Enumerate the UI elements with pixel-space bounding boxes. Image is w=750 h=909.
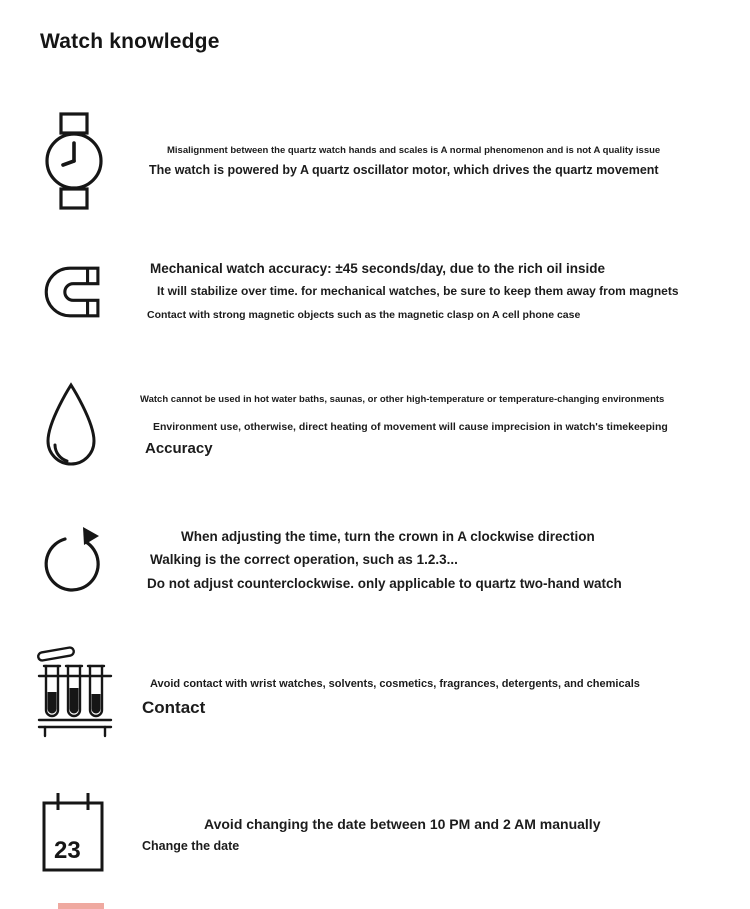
section-date-heading: Change the date: [142, 839, 240, 853]
page-title: Watch knowledge: [40, 30, 220, 53]
section-temperature-line-1: Watch cannot be used in hot water baths, saunas, or other high-temperature or temperature-changing environments: [140, 394, 665, 405]
calendar-day: 23: [54, 837, 81, 864]
section-chemicals-heading: Contact: [142, 698, 206, 717]
section-crown-line-3: Do not adjust counterclockwise. only applicable to quartz two-hand watch: [147, 576, 622, 591]
section-magnet-line-3: Contact with strong magnetic objects such as the magnetic clasp on A cell phone case: [147, 309, 581, 321]
section-crown-line-1: When adjusting the time, turn the crown in A clockwise direction: [181, 529, 595, 544]
section-temperature-heading: Accuracy: [145, 440, 213, 457]
clockwise-arrow-icon: [44, 520, 108, 598]
magnet-icon: [39, 261, 101, 323]
section-watch-line-2: The watch is powered by A quartz oscillator motor, which drives the quartz movement: [149, 163, 659, 177]
cropped-bottom-strip: [58, 903, 104, 909]
section-date-line-1: Avoid changing the date between 10 PM and 2 AM manually: [204, 816, 601, 832]
section-chemicals-line-1: Avoid contact with wrist watches, solvents, cosmetics, fragrances, detergents, and chemicals: [150, 678, 640, 690]
watch-icon: [45, 112, 105, 210]
calendar-icon: [41, 790, 105, 874]
water-drop-icon: [40, 381, 102, 475]
section-temperature-line-2: Environment use, otherwise, direct heating of movement will cause imprecision in watch's timekeeping: [153, 421, 668, 433]
section-magnet-line-1: Mechanical watch accuracy: ±45 seconds/day, due to the rich oil inside: [150, 261, 606, 276]
section-watch-line-1: Misalignment between the quartz watch hands and scales is A normal phenomenon and is not A quality issue: [167, 145, 661, 156]
section-magnet-line-2: It will stabilize over time. for mechanical watches, be sure to keep them away from magnets: [157, 284, 679, 298]
test-tubes-icon: [36, 642, 114, 740]
section-crown-line-2: Walking is the correct operation, such as 1.2.3...: [150, 552, 458, 567]
